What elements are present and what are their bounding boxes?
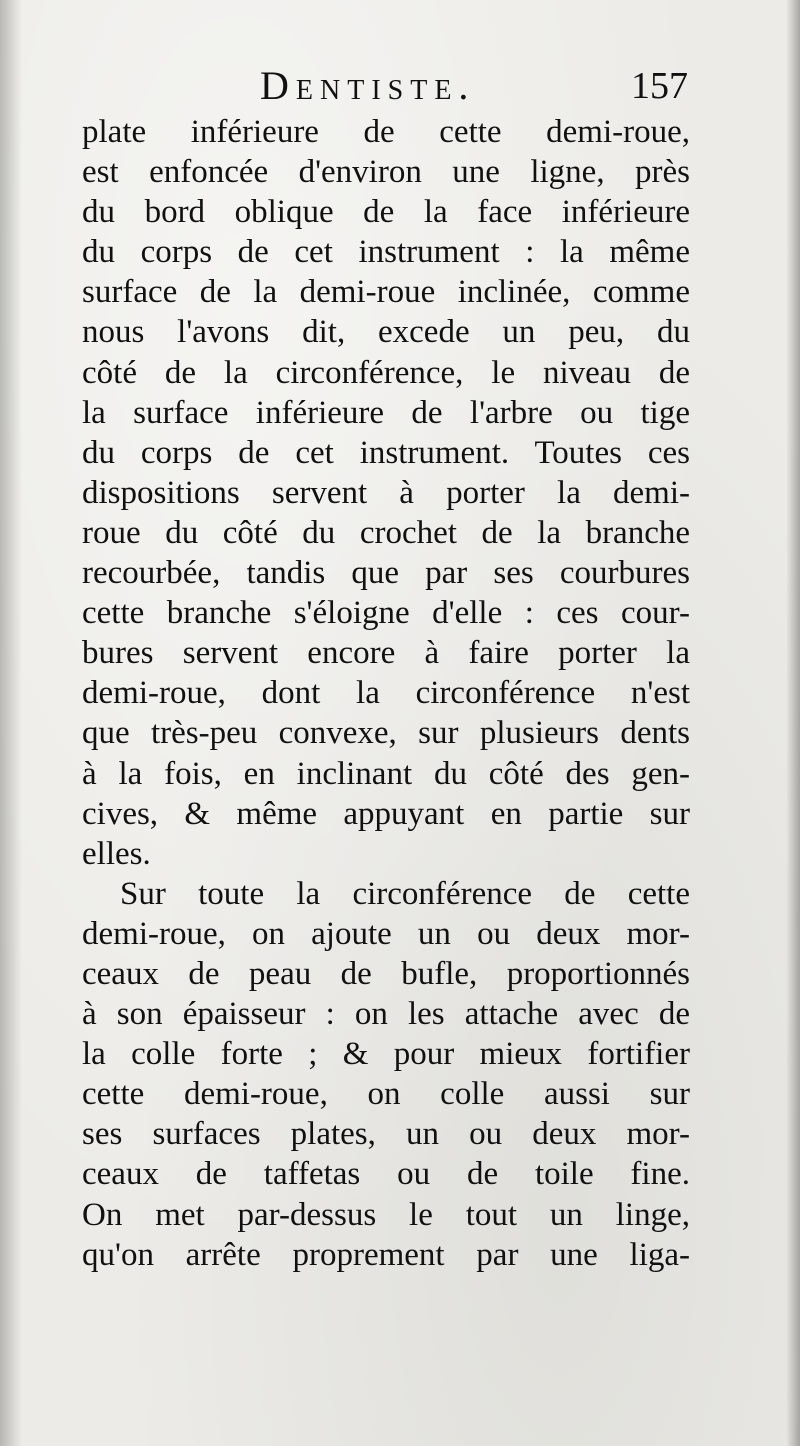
page-header: [80, 60, 692, 112]
page-left-shadow: [0, 0, 22, 1446]
text-line: On met par-dessus le tout un linge,: [82, 1196, 690, 1233]
text-line: que très-peu convexe, sur plusieurs dents: [82, 715, 690, 752]
paragraph-end-line: elles.: [82, 835, 151, 872]
text-line: la surface inférieure de l'arbre ou tige: [82, 394, 690, 431]
text-line: ceaux de taffetas ou de toile fine.: [82, 1156, 690, 1193]
text-line: à son épaisseur : on les attache avec de: [82, 996, 690, 1033]
text-line: dispositions servent à porter la demi-: [82, 474, 690, 511]
text-line: du bord oblique de la face inférieure: [82, 194, 690, 231]
text-line: du corps de cet instrument. Toutes ces: [82, 434, 690, 471]
page-number: 157: [631, 65, 688, 107]
text-line: ses surfaces plates, un ou deux mor-: [82, 1116, 690, 1153]
text-line: cives, & même appuyant en partie sur: [82, 795, 690, 832]
text-line: est enfoncée d'environ une ligne, près: [82, 154, 690, 191]
text-line: recourbée, tandis que par ses courbures: [82, 555, 690, 592]
text-line: qu'on arrête proprement par une liga-: [82, 1236, 690, 1273]
text-line: bures servent encore à faire porter la: [82, 635, 690, 672]
running-head: Dentiste.: [260, 63, 476, 108]
text-line: du corps de cet instrument : la même: [82, 234, 690, 271]
paragraph-first-line: Sur toute la circonférence de cette: [120, 875, 690, 912]
text-line: à la fois, en inclinant du côté des gen-: [82, 755, 690, 792]
text-line: côté de la circonférence, le niveau de: [82, 354, 690, 391]
text-line: roue du côté du crochet de la branche: [82, 514, 690, 551]
text-line: demi-roue, dont la circonférence n'est: [82, 675, 690, 712]
text-line: surface de la demi-roue inclinée, comme: [82, 274, 690, 311]
page-right-shadow: [786, 0, 800, 1446]
text-line: nous l'avons dit, excede un peu, du: [82, 314, 690, 351]
text-line: demi-roue, on ajoute un ou deux mor-: [82, 915, 690, 952]
text-line: plate inférieure de cette demi-roue,: [82, 114, 690, 150]
text-line: la colle forte ; & pour mieux fortifier: [82, 1036, 690, 1073]
text-line: cette branche s'éloigne d'elle : ces cour-: [82, 595, 690, 632]
body-text: [82, 112, 690, 1275]
text-line: cette demi-roue, on colle aussi sur: [82, 1076, 690, 1113]
text-line: ceaux de peau de bufle, proportionnés: [82, 955, 690, 992]
